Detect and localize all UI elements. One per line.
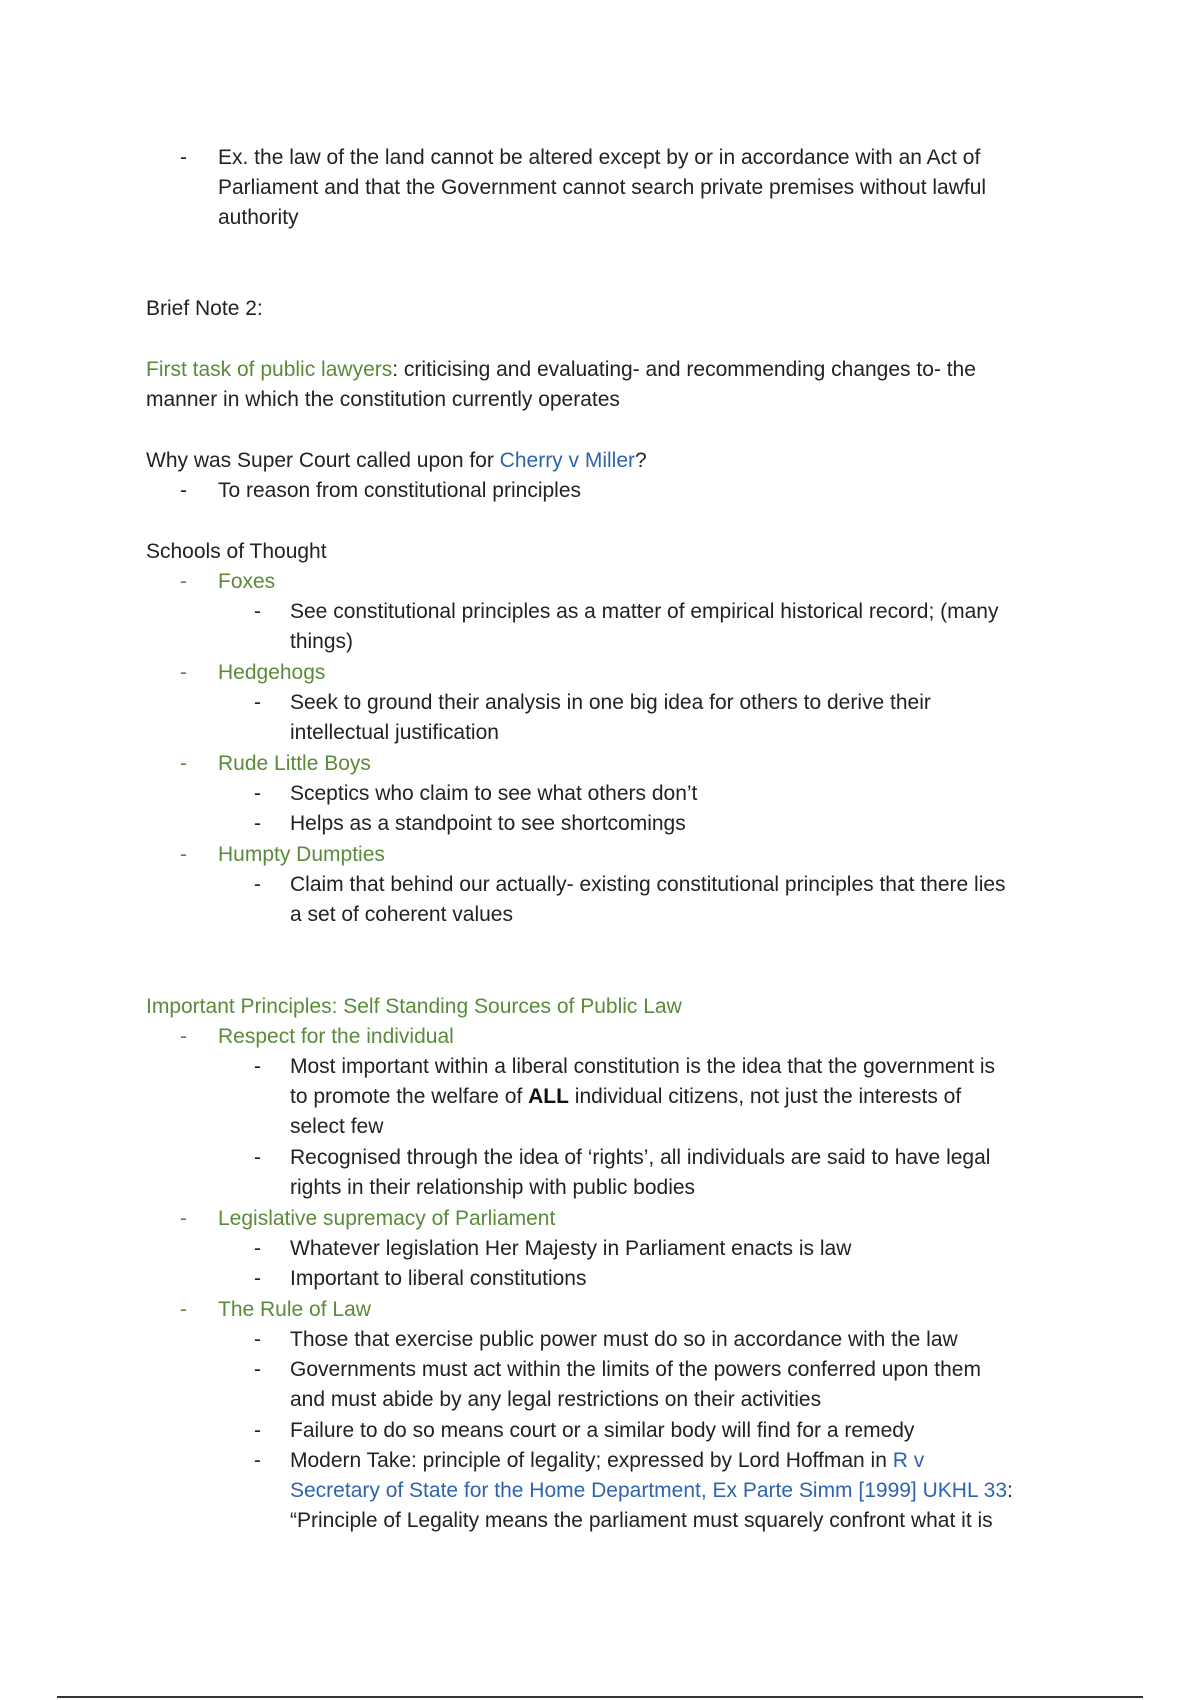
bullet-dash: - bbox=[254, 1267, 261, 1290]
legislative-bullet-2: Important to liberal constitutions bbox=[290, 1267, 587, 1290]
bullet-dash: - bbox=[180, 752, 187, 775]
hedgehogs-line-2: intellectual justification bbox=[290, 721, 499, 744]
bullet-dash: - bbox=[254, 691, 261, 714]
bullet-dash: - bbox=[254, 812, 261, 835]
bullet-dash: - bbox=[180, 1025, 187, 1048]
bullet-dash: - bbox=[180, 1298, 187, 1321]
bullet-dash: - bbox=[254, 1358, 261, 1381]
rude-little-boys-label: Rude Little Boys bbox=[218, 752, 371, 775]
rule-of-law-bullet-3: Failure to do so means court or a similar body will find for a remedy bbox=[290, 1419, 915, 1442]
humpty-line-1: Claim that behind our actually- existing constitutional principles that there lies bbox=[290, 873, 1006, 896]
bullet-dash: - bbox=[254, 1328, 261, 1351]
rule-of-law-bullet-1: Those that exercise public power must do so in accordance with the law bbox=[290, 1328, 958, 1351]
respect-b1-line-1: Most important within a liberal constitution is the idea that the government is bbox=[290, 1055, 996, 1078]
question-mark: ? bbox=[635, 449, 647, 472]
respect-b1-line-2 bbox=[290, 1082, 961, 1113]
cherry-bullet: To reason from constitutional principles bbox=[218, 479, 582, 502]
hedgehogs-line-1: Seek to ground their analysis in one big idea for others to derive their bbox=[290, 691, 931, 714]
schools-heading: Schools of Thought bbox=[146, 540, 327, 563]
humpty-dumpties-label: Humpty Dumpties bbox=[218, 843, 385, 866]
respect-b1-line-3: select few bbox=[290, 1115, 384, 1138]
bullet-dash: - bbox=[254, 1055, 261, 1078]
rude-bullet-2: Helps as a standpoint to see shortcomings bbox=[290, 812, 686, 835]
case-link-r-v[interactable]: R v bbox=[892, 1449, 925, 1472]
legislative-supremacy-label: Legislative supremacy of Parliament bbox=[218, 1207, 556, 1230]
first-task-label: First task of public lawyers bbox=[146, 358, 393, 381]
bullet-dash: - bbox=[180, 479, 187, 502]
bullet-dash: - bbox=[180, 570, 187, 593]
colon: : bbox=[1007, 1479, 1013, 1502]
ex-bullet-line-1: Ex. the law of the land cannot be altered except by or in accordance with an Act of bbox=[218, 146, 981, 169]
bullet-dash: - bbox=[254, 782, 261, 805]
bullet-dash: - bbox=[254, 1237, 261, 1260]
foxes-line-1: See constitutional principles as a matter of empirical historical record; (many bbox=[290, 600, 999, 623]
first-task-text: : criticising and evaluating- and recommending changes to- the bbox=[392, 358, 976, 381]
first-task-line-2: manner in which the constitution currently operates bbox=[146, 388, 620, 411]
respect-b1-text-rest: individual citizens, not just the interests of bbox=[568, 1085, 962, 1108]
rule-of-law-label: The Rule of Law bbox=[218, 1298, 371, 1321]
rule-of-law-bullet-4-line-3: “Principle of Legality means the parliament must squarely confront what it is bbox=[290, 1509, 993, 1532]
bullet-dash: - bbox=[180, 661, 187, 684]
bullet-dash: - bbox=[254, 1146, 261, 1169]
bullet-dash: - bbox=[254, 600, 261, 623]
rule-of-law-bullet-4-line-2 bbox=[290, 1476, 1013, 1507]
bullet-dash: - bbox=[180, 843, 187, 866]
respect-b2-line-1: Recognised through the idea of ‘rights’, all individuals are said to have legal bbox=[290, 1146, 991, 1169]
bullet-dash: - bbox=[180, 146, 187, 169]
respect-label: Respect for the individual bbox=[218, 1025, 454, 1048]
foxes-label: Foxes bbox=[218, 570, 276, 593]
rule-of-law-bullet-2-line-1: Governments must act within the limits of the powers conferred upon them bbox=[290, 1358, 981, 1381]
case-link-simm[interactable]: Secretary of State for the Home Department, Ex Parte Simm [1999] UKHL 33 bbox=[290, 1479, 1008, 1502]
brief-note-heading: Brief Note 2: bbox=[146, 297, 263, 320]
rude-bullet-1: Sceptics who claim to see what others don’t bbox=[290, 782, 698, 805]
foxes-line-2: things) bbox=[290, 630, 354, 653]
modern-take-text: Modern Take: principle of legality; expressed by Lord Hoffman in bbox=[290, 1449, 893, 1472]
emphasis-all: ALL bbox=[528, 1085, 569, 1108]
respect-b2-line-2: rights in their relationship with public bodies bbox=[290, 1176, 696, 1199]
page-bottom-rule bbox=[57, 1696, 1143, 1698]
rule-of-law-bullet-4-line-1 bbox=[290, 1446, 924, 1477]
bullet-dash: - bbox=[254, 873, 261, 896]
humpty-line-2: a set of coherent values bbox=[290, 903, 513, 926]
respect-b1-text: to promote the welfare of bbox=[290, 1085, 529, 1108]
hedgehogs-label: Hedgehogs bbox=[218, 661, 326, 684]
bullet-dash: - bbox=[254, 1419, 261, 1442]
first-task-paragraph bbox=[146, 355, 976, 386]
principles-heading: Important Principles: Self Standing Sources of Public Law bbox=[146, 995, 682, 1018]
cherry-question bbox=[146, 446, 647, 477]
bullet-dash: - bbox=[180, 1207, 187, 1230]
legislative-bullet-1: Whatever legislation Her Majesty in Parliament enacts is law bbox=[290, 1237, 852, 1260]
ex-bullet-line-3: authority bbox=[218, 206, 299, 229]
bullet-dash: - bbox=[254, 1449, 261, 1472]
cherry-v-miller-link[interactable]: Cherry v Miller bbox=[499, 449, 636, 472]
rule-of-law-bullet-2-line-2: and must abide by any legal restrictions on their activities bbox=[290, 1388, 822, 1411]
ex-bullet-line-2: Parliament and that the Government cannot search private premises without lawful bbox=[218, 176, 987, 199]
cherry-question-text: Why was Super Court called upon for bbox=[146, 449, 500, 472]
